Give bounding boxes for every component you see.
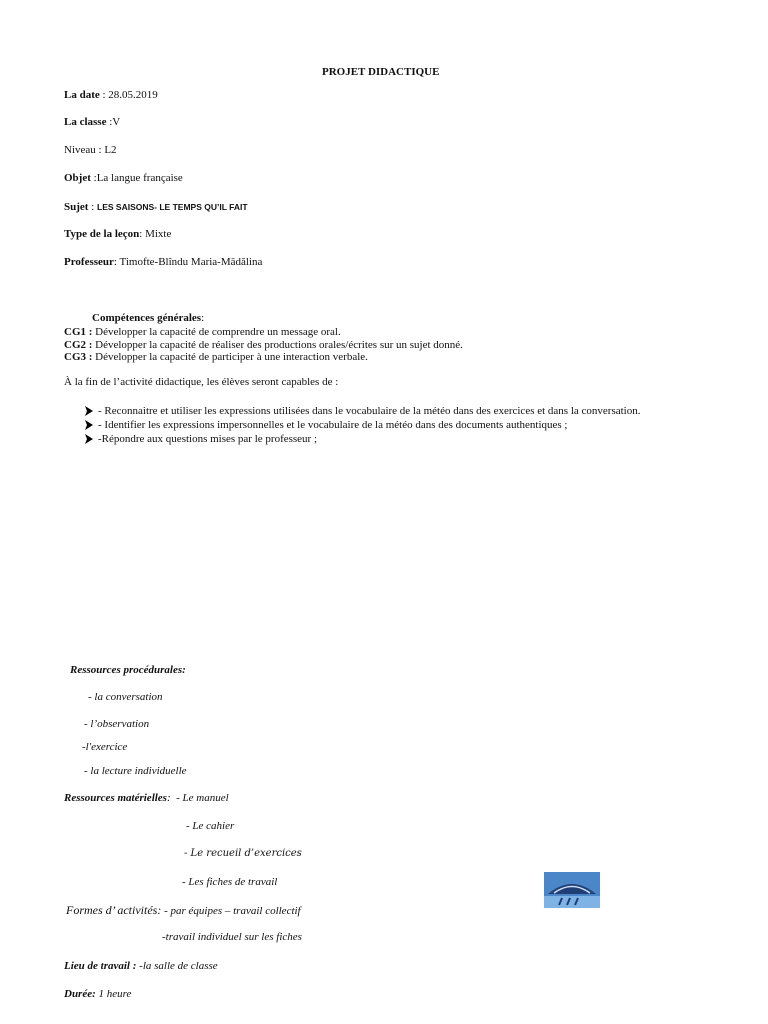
classe-label: La classe — [64, 116, 107, 128]
arrowhead-bullet-icon — [84, 406, 96, 418]
ressource-mat-item: - Le cahier — [186, 820, 235, 832]
bridge-logo-icon — [544, 872, 600, 908]
formes-item: -travail individuel sur les fiches — [162, 931, 302, 943]
ressource-proc-item: - l’observation — [84, 718, 150, 730]
classe-line — [64, 115, 120, 129]
date-label: La date — [64, 89, 100, 101]
formes-item: - par équipes – travail collectif — [161, 905, 301, 917]
type-label: Type de la leçon — [64, 228, 140, 240]
duree-line — [64, 987, 131, 1001]
ressource-proc-item: - la conversation — [88, 691, 163, 703]
objet-value: :La langue française — [90, 172, 183, 184]
sujet-value: LES SAISONS- LE TEMPS QU’IL FAIT — [97, 202, 248, 212]
ressource-mat-item: - Le manuel — [176, 792, 229, 804]
ressources-materielles-heading: Ressources matérielles — [64, 792, 167, 804]
lieu-label: Lieu de travail : — [64, 960, 137, 972]
competence-cg2: CG2 : Développer la capacité de réaliser des productions orales/écrites sur un sujet donné. — [64, 339, 463, 351]
competence-cg3: CG3 : Développer la capacité de participer à une interaction verbale. — [64, 351, 368, 363]
niveau-line: Niveau : L2 — [64, 144, 117, 156]
arrowhead-bullet-icon — [84, 434, 96, 446]
sujet-sep: : — [88, 201, 98, 213]
sujet-line — [64, 200, 248, 214]
formes-line — [66, 903, 301, 918]
professeur-value: : Timofte-Blîndu Maria-Mădălina — [113, 256, 263, 268]
type-line — [64, 227, 171, 241]
objet-label: Objet — [64, 172, 91, 184]
ressources-materielles-line: Ressources matérielles: - Le manuel — [64, 792, 229, 804]
lieu-line — [64, 959, 218, 973]
classe-value: :V — [106, 116, 121, 128]
duree-label: Durée: — [64, 988, 96, 1000]
ressource-mat-item: - Les fiches de travail — [182, 876, 278, 888]
professeur-label: Professeur — [64, 256, 114, 268]
type-value: : Mixte — [139, 228, 172, 240]
ressource-proc-item: -l'exercice — [82, 741, 128, 753]
date-value: : 28.05.2019 — [99, 89, 158, 101]
ressource-proc-item: - la lecture individuelle — [84, 765, 187, 777]
lieu-value: -la salle de classe — [136, 960, 218, 972]
objectif-item: -Répondre aux questions mises par le professeur ; — [98, 433, 318, 445]
objectif-item: - Identifier les expressions impersonnelles et le vocabulaire de la météo dans des documents authentiques ; — [98, 419, 568, 431]
competences-heading: Compétences générales: — [92, 312, 205, 324]
formes-heading: Formes d’ activités: — [66, 903, 162, 917]
objet-line — [64, 171, 183, 185]
objectifs-intro: À la fin de l’activité didactique, les élèves seront capables de : — [64, 376, 339, 388]
date-line — [64, 88, 158, 102]
ressource-mat-item: - Le recueil d’exercices — [184, 848, 302, 859]
arrowhead-bullet-icon — [84, 420, 96, 432]
objectif-item: - Reconnaitre et utiliser les expressions utilisées dans le vocabulaire de la météo dans des exercices et dans la conversation. — [98, 405, 641, 417]
ressources-procedurales-heading: Ressources procédurales: — [70, 664, 186, 676]
competence-cg1: CG1 : Développer la capacité de comprendre un message oral. — [64, 326, 341, 338]
sujet-label: Sujet — [64, 201, 89, 213]
professeur-line — [64, 255, 262, 269]
page-title: PROJET DIDACTIQUE — [322, 66, 440, 78]
duree-value: 1 heure — [95, 988, 132, 1000]
